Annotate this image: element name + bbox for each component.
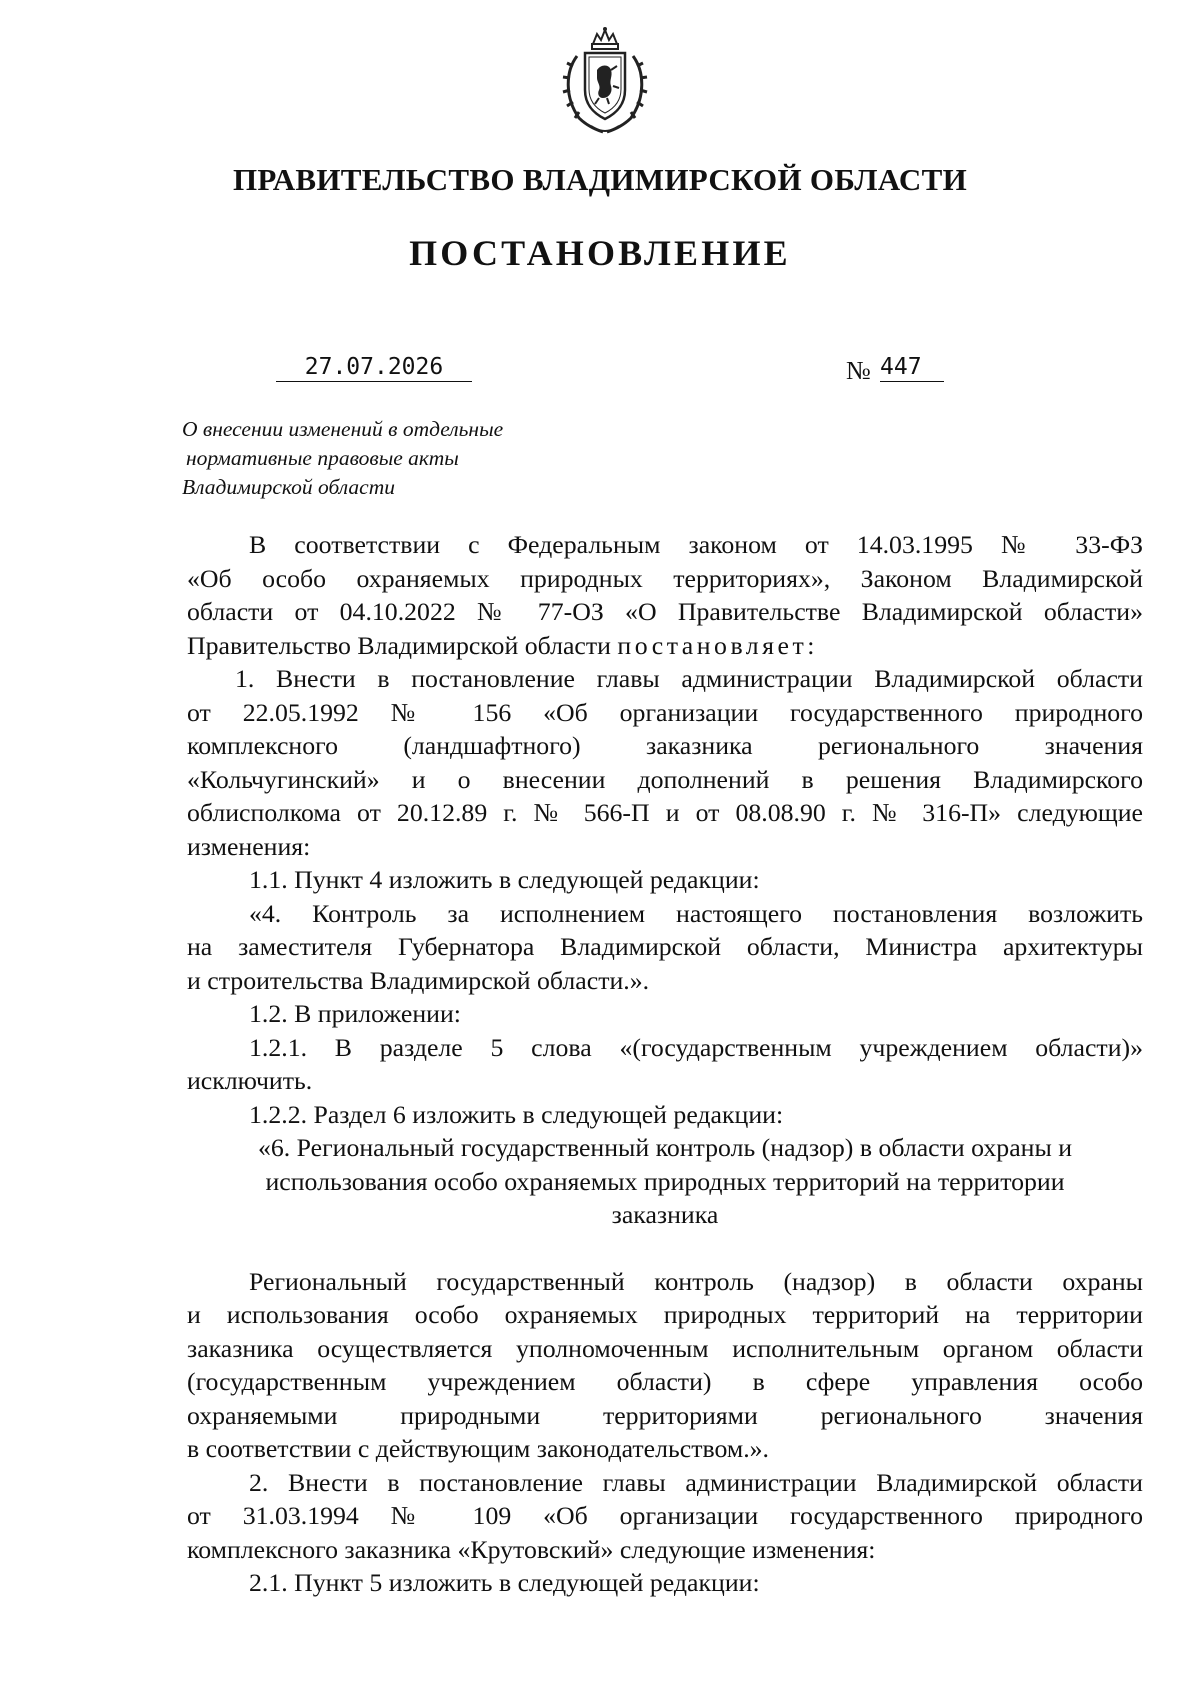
section-heading-line: заказника xyxy=(611,1200,719,1229)
text-line: от 22.05.1992 № 156 «Об организации государственного природного xyxy=(187,697,1143,727)
text-line: в соответствии с действующим законодательством.». xyxy=(187,1434,770,1463)
text-line: и использования особо охраняемых природных территорий на территории xyxy=(187,1300,1143,1329)
text-line: «Кольчугинский» и о внесении дополнений в решения Владимирского xyxy=(187,764,1143,794)
document-body xyxy=(187,528,1143,1600)
text-line: 2.1. Пункт 5 изложить в следующей редакции: xyxy=(249,1568,760,1597)
text-line: 1.2. В приложении: xyxy=(249,999,461,1028)
text-line: изменения: xyxy=(187,831,311,861)
document-date: 27.07.2026 xyxy=(276,354,472,382)
text-line: исключить. xyxy=(187,1066,313,1095)
document-subject xyxy=(182,415,503,502)
text-line xyxy=(187,629,1143,663)
number-label: № xyxy=(846,356,871,385)
text-line: заказника осуществляется уполномоченным исполнительным органом области xyxy=(187,1333,1143,1363)
text-line: 1.2.2. Раздел 6 изложить в следующей редакции: xyxy=(249,1099,784,1129)
text-line: и строительства Владимирской области.». xyxy=(187,965,650,995)
subject-line: Владимирской области xyxy=(182,475,395,499)
text-line: комплексного заказника «Крутовский» следующие изменения: xyxy=(187,1534,876,1564)
coat-of-arms-icon xyxy=(557,26,653,138)
section-heading-line: использования особо охраняемых природных территорий на территории xyxy=(265,1166,1065,1196)
document-number: 447 xyxy=(880,354,944,382)
text-line: на заместителя Губернатора Владимирской области, Министра архитектуры xyxy=(187,932,1143,961)
section-heading-line: «6. Региональный государственный контроль (надзор) в области охраны и xyxy=(257,1133,1073,1162)
text-fragment: Правительство Владимирской области xyxy=(187,630,618,660)
document-type-title: ПОСТАНОВЛЕНИЕ xyxy=(409,233,791,273)
text-line: Региональный государственный контроль (надзор) в области охраны xyxy=(249,1266,1143,1296)
text-line: 1.1. Пункт 4 изложить в следующей редакции: xyxy=(249,865,760,894)
paragraph-gap xyxy=(187,1232,1143,1265)
text-line: В соответствии с Федеральным законом от 14.03.1995 № 33-ФЗ xyxy=(249,530,1143,559)
text-line: 1. Внести в постановление главы администрации Владимирской области xyxy=(235,664,1143,693)
text-line: «Об особо охраняемых природных территориях», Законом Владимирской xyxy=(187,563,1143,593)
text-line: охраняемыми природными территориями регионального значения xyxy=(187,1400,1143,1430)
text-line: комплексного (ландшафтного) заказника регионального значения xyxy=(187,731,1143,760)
subject-line: нормативные правовые акты xyxy=(186,446,459,470)
text-line: 2. Внести в постановление главы администрации Владимирской области xyxy=(249,1467,1143,1497)
issuing-authority: ПРАВИТЕЛЬСТВО ВЛАДИМИРСКОЙ ОБЛАСТИ xyxy=(233,162,967,197)
subject-line: О внесении изменений в отдельные xyxy=(182,417,504,441)
resolves-word: постановляет: xyxy=(617,630,818,660)
text-line: «4. Контроль за исполнением настоящего постановления возложить xyxy=(249,898,1143,928)
text-line: 1.2.1. В разделе 5 слова «(государственным учреждением области)» xyxy=(249,1032,1143,1062)
text-line: облисполкома от 20.12.89 г. № 566-П и от 08.08.90 г. № 316-П» следующие xyxy=(187,798,1143,827)
text-line: области от 04.10.2022 № 77-ОЗ «О Правительстве Владимирской области» xyxy=(187,597,1143,626)
text-line: (государственным учреждением области) в сфере управления особо xyxy=(187,1367,1143,1396)
text-line: от 31.03.1994 № 109 «Об организации государственного природного xyxy=(187,1501,1143,1530)
